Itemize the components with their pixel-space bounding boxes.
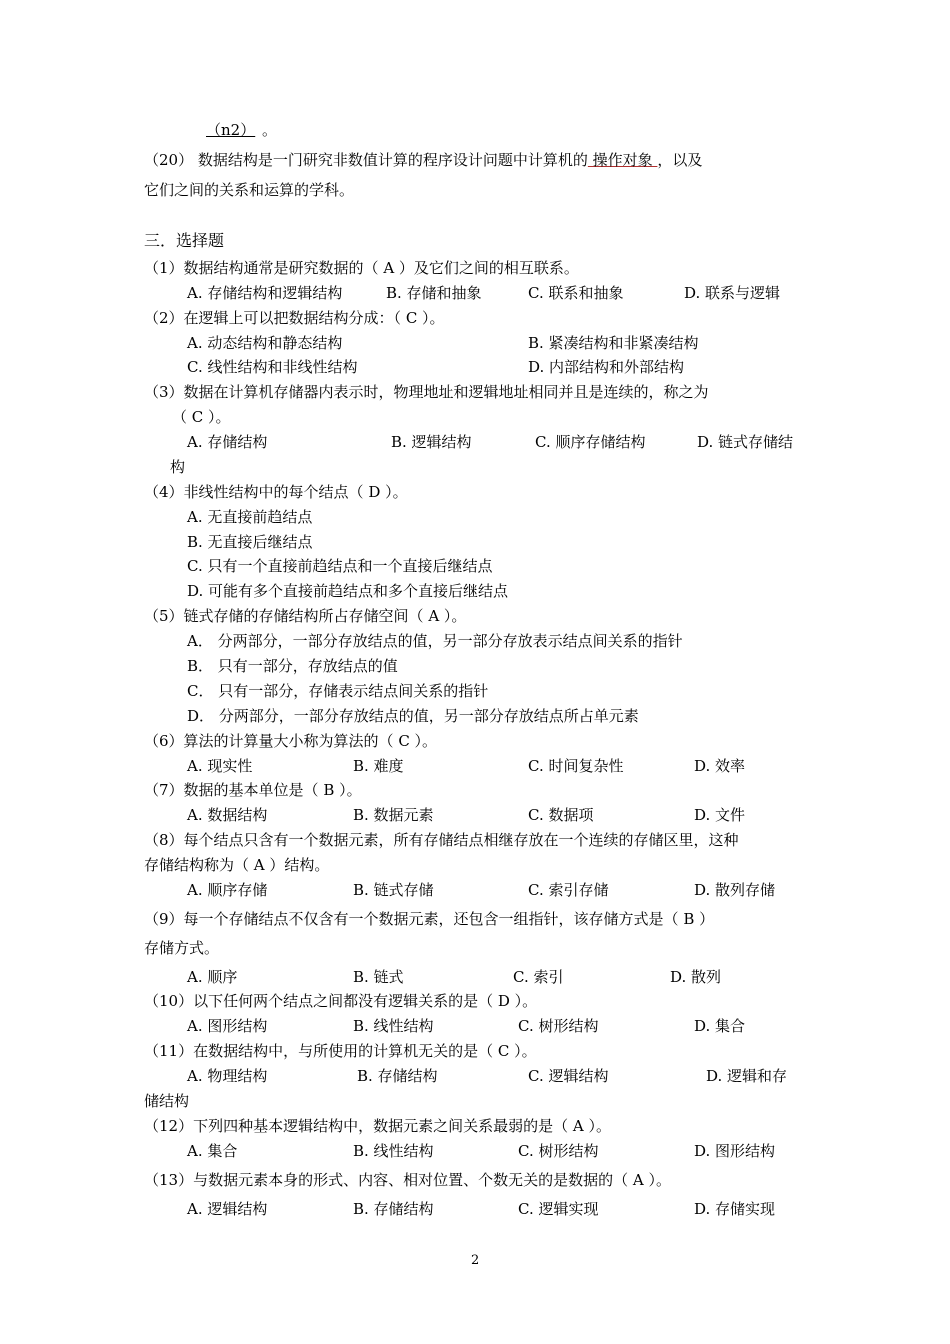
q10-option-b: B. 线性结构 (353, 1017, 434, 1035)
q1-option-d: D. 联系与逻辑 (684, 284, 781, 302)
q11-option-d: D. 逻辑和存 (706, 1067, 788, 1085)
q20-stem: （20） 数据结构是一门研究非数值计算的程序设计问题中计算机的 (144, 151, 588, 169)
q5-option-c: C． 只有一部分，存储表示结点间关系的指针 (187, 682, 489, 700)
q12-stem: （12）下列四种基本逻辑结构中，数据元素之间关系最弱的是（ A ）。 (144, 1117, 611, 1135)
q1-option-c: C. 联系和抽象 (528, 284, 624, 302)
q13-option-b: B. 存储结构 (353, 1200, 434, 1218)
q8-stem: （8）每个结点只含有一个数据元素，所有存储结点相继存放在一个连续的存储区里，这种 (144, 831, 739, 849)
q9-option-d: D. 散列 (670, 968, 722, 986)
q6-option-d: D. 效率 (694, 757, 746, 775)
q7-option-b: B. 数据元素 (353, 806, 434, 824)
q13-option-c: C. 逻辑实现 (518, 1200, 599, 1218)
q3-option-d-cont: 构 (170, 458, 186, 476)
q3-stem-cont: （ C ）。 (172, 408, 231, 426)
q7-option-d: D. 文件 (694, 806, 746, 824)
q6-stem: （6）算法的计算量大小称为算法的（ C ）。 (144, 732, 438, 750)
q11-option-a: A. 物理结构 (187, 1067, 268, 1085)
q12-option-b: B. 线性结构 (353, 1142, 434, 1160)
q3-stem: （3）数据在计算机存储器内表示时，物理地址和逻辑地址相同并且是连续的，称之为 (144, 383, 709, 401)
q8-option-a: A. 顺序存储 (187, 881, 268, 899)
q13-option-d: D. 存储实现 (694, 1200, 776, 1218)
q5-option-b: B． 只有一部分，存放结点的值 (187, 657, 398, 675)
q7-stem: （7）数据的基本单位是（ B ）。 (144, 781, 362, 799)
q1-option-b: B. 存储和抽象 (386, 284, 482, 302)
q5-stem: （5）链式存储的存储结构所占存储空间（ A ）。 (144, 607, 467, 625)
q3-option-d: D. 链式存储结 (697, 433, 794, 451)
page-number: 2 (471, 1253, 480, 1268)
q3-option-c: C. 顺序存储结构 (535, 433, 646, 451)
q11-option-b: B. 存储结构 (357, 1067, 438, 1085)
q12-option-d: D. 图形结构 (694, 1142, 776, 1160)
q20-answer-blank: 操作对象 (587, 151, 658, 169)
q2-option-b: B. 紧凑结构和非紧凑结构 (528, 334, 699, 352)
q7-option-c: C. 数据项 (528, 806, 594, 824)
fill-end: 。 (262, 121, 278, 139)
q8-option-d: D. 散列存储 (694, 881, 776, 899)
q9-stem-cont: 存储方式。 (144, 939, 220, 957)
q4-option-b: B. 无直接后继结点 (187, 533, 313, 551)
q5-option-d: D． 分两部分，一部分存放结点的值，另一部分存放结点所占单元素 (187, 707, 639, 725)
q9-stem: （9）每一个存储结点不仅含有一个数据元素，还包含一组指针，该存储方式是（ B ） (144, 910, 715, 928)
q8-option-b: B. 链式存储 (353, 881, 434, 899)
q2-option-d: D. 内部结构和外部结构 (528, 358, 685, 376)
q12-option-a: A. 集合 (187, 1142, 238, 1160)
q10-option-d: D. 集合 (694, 1017, 746, 1035)
q20-line (144, 150, 702, 170)
q9-option-b: B. 链式 (353, 968, 404, 986)
q11-option-d-cont: 储结构 (144, 1092, 190, 1110)
q20-stem-cont: 它们之间的关系和运算的学科。 (144, 181, 355, 199)
q8-option-c: C. 索引存储 (528, 881, 609, 899)
q3-option-a: A. 存储结构 (187, 433, 268, 451)
q11-stem: （11）在数据结构中，与所使用的计算机无关的是（ C ）。 (144, 1042, 537, 1060)
q1-option-a: A. 存储结构和逻辑结构 (187, 284, 343, 302)
q9-option-a: A. 顺序 (187, 968, 238, 986)
q1-stem: （1）数据结构通常是研究数据的（ A ）及它们之间的相互联系。 (144, 259, 579, 277)
q13-stem: （13）与数据元素本身的形式、内容、相对位置、个数无关的是数据的（ A ）。 (144, 1171, 671, 1189)
q7-option-a: A. 数据结构 (187, 806, 268, 824)
q3-option-b: B. 逻辑结构 (391, 433, 472, 451)
q4-option-d: D. 可能有多个直接前趋结点和多个直接后继结点 (187, 582, 509, 600)
q4-stem: （4）非线性结构中的每个结点（ D ）。 (144, 483, 408, 501)
q6-option-c: C. 时间复杂性 (528, 757, 624, 775)
q10-stem: （10）以下任何两个结点之间都没有逻辑关系的是（ D ）。 (144, 992, 538, 1010)
q2-option-c: C. 线性结构和非线性结构 (187, 358, 358, 376)
q12-option-c: C. 树形结构 (518, 1142, 599, 1160)
fill-answer: （n2） (206, 121, 256, 139)
q4-option-c: C. 只有一个直接前趋结点和一个直接后继结点 (187, 557, 493, 575)
q10-option-c: C. 树形结构 (518, 1017, 599, 1035)
q4-option-a: A. 无直接前趋结点 (187, 508, 313, 526)
q6-option-a: A. 现实性 (187, 757, 253, 775)
q2-stem: （2）在逻辑上可以把数据结构分成：（ C ）。 (144, 309, 445, 327)
q5-option-a: A． 分两部分，一部分存放结点的值，另一部分存放表示结点间关系的指针 (187, 632, 683, 650)
q9-option-c: C. 索引 (513, 968, 564, 986)
q2-option-a: A. 动态结构和静态结构 (187, 334, 343, 352)
q20-stem-end: ，以及 (657, 151, 703, 169)
q6-option-b: B. 难度 (353, 757, 404, 775)
section-title: 三．选择题 (144, 231, 225, 250)
q10-option-a: A. 图形结构 (187, 1017, 268, 1035)
q13-option-a: A. 逻辑结构 (187, 1200, 268, 1218)
q8-stem-cont: 存储结构称为（ A ）结构。 (144, 856, 330, 874)
q11-option-c: C. 逻辑结构 (528, 1067, 609, 1085)
